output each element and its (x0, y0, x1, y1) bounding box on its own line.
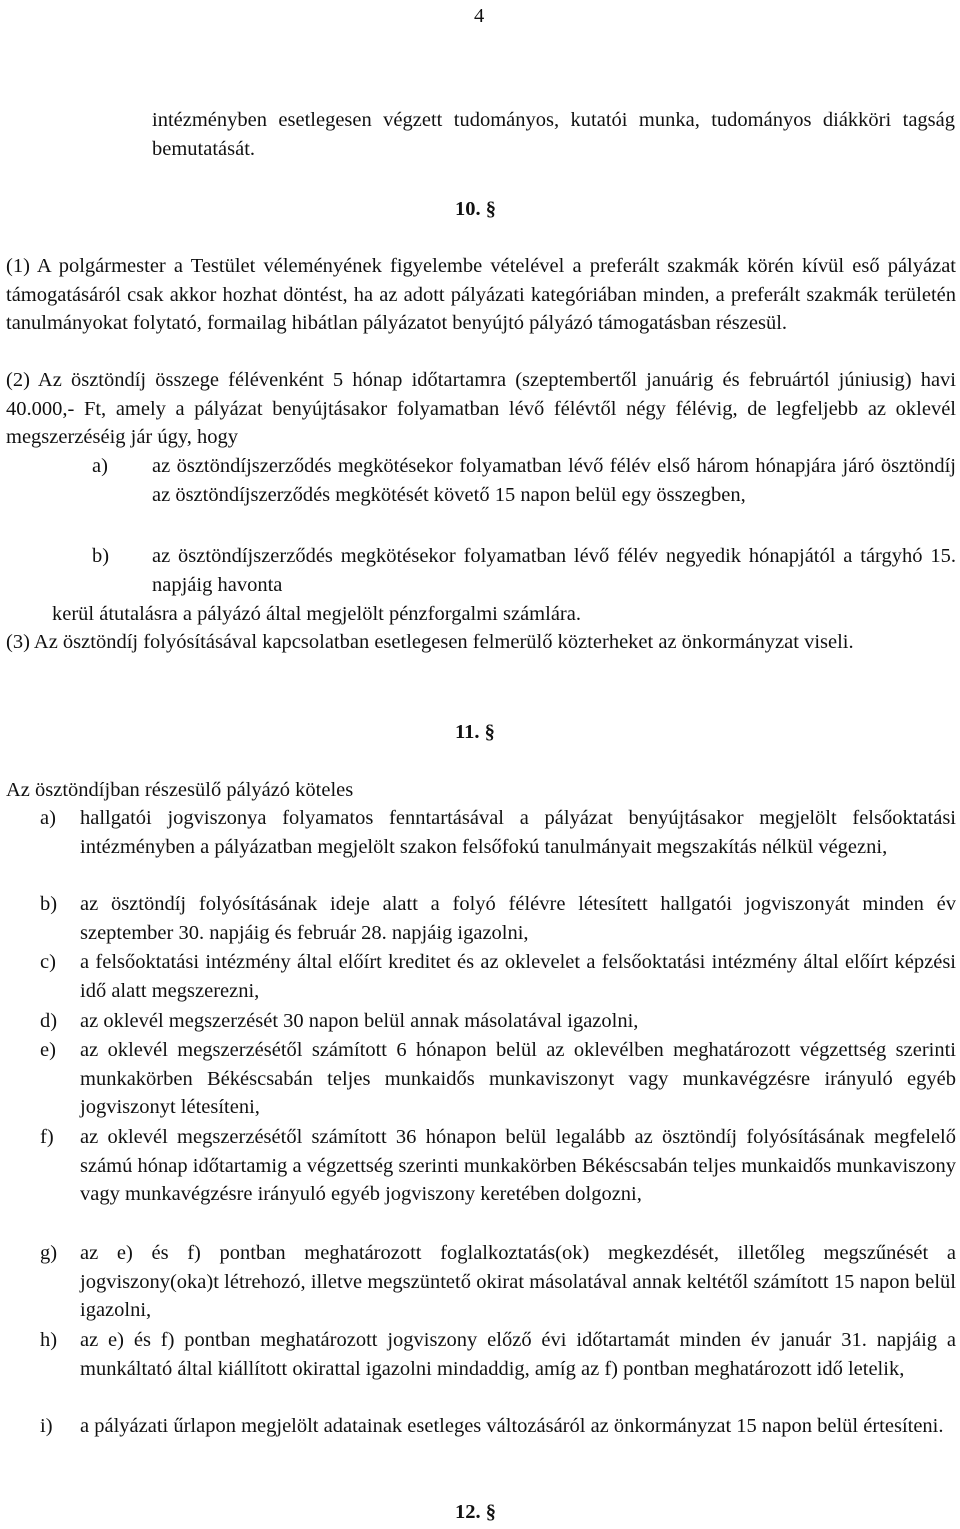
section-11-item-g (40, 1239, 956, 1325)
section-11-item-f (40, 1123, 956, 1209)
section-10-paragraph-2-outro: kerül átutalásra a pályázó által megjelölt pénzforgalmi számlára. (52, 603, 581, 625)
section-10-paragraph-2-intro: (2) Az ösztöndíj összege félévenként 5 hónap időtartamra (szeptembertől januárig és februártól júniusig) havi 40.000,- Ft, amely a pályázat benyújtásakor folyamatban lévő félévtől négy félévig, de legfeljebb az oklevél megszerzéséig jár úgy, hogy (6, 369, 956, 448)
section-11-item-c (40, 948, 956, 1005)
item-text: az ösztöndíj folyósításának ideje alatt a folyó félévre létesített hallgatói jogviszonyát minden év szeptember 30. napjáig és február 28. napjáig igazolni, (80, 893, 956, 944)
section-11-item-h (40, 1326, 956, 1383)
item-label: h) (40, 1329, 58, 1351)
section-11-item-e (40, 1036, 956, 1122)
section-10-paragraph-1: (1) A polgármester a Testület véleményének figyelembe vételével a preferált szakmák körén kívül eső pályázat támogatásáról csak akkor hozhat döntést, ha az adott pályázati kategóriában minden, a preferált szakmák területén tanulmányokat folytató, formailag hibátlan pályázatot benyújtó pályázó támogatásban részesül. (6, 255, 956, 334)
item-label: b) (92, 545, 110, 567)
section-10-paragraph-3: (3) Az ösztöndíj folyósításával kapcsolatban esetlegesen felmerülő közterheket az önkormányzat viseli. (6, 631, 854, 653)
item-text: az ösztöndíjszerződés megkötésekor folyamatban lévő félév első három hónapjára járó ösztöndíj az ösztöndíjszerződés megkötését követő 15 napon belül egy összegben, (152, 455, 956, 506)
section-11-item-a (40, 804, 956, 861)
section-10-item-a (92, 452, 956, 509)
section-11-heading: 11. § (455, 721, 495, 743)
item-label: i) (40, 1415, 53, 1437)
item-label: c) (40, 951, 56, 973)
item-text: az e) és f) pontban meghatározott foglalkoztatás(ok) megkezdését, illetőleg megszűnését a jogviszony(oka)t létrehozó, illetve megszüntető okirat másolatával annak keltétől számított 15 napon belül igazolni, (80, 1242, 956, 1321)
item-label: a) (92, 455, 108, 477)
section-11-item-b (40, 890, 956, 947)
item-label: d) (40, 1010, 58, 1032)
item-text: az e) és f) pontban meghatározott jogviszony előző évi időtartamát minden év január 31. napjáig a munkáltató által kiállított okirattal igazolni mindaddig, amíg az f) pontban meghatározott idő letelik, (80, 1329, 956, 1380)
intro-continuation: intézményben esetlegesen végzett tudományos, kutatói munka, tudományos diákköri tagság bemutatását. (152, 109, 955, 160)
item-label: b) (40, 893, 58, 915)
item-text: hallgatói jogviszonya folyamatos fenntartásával a pályázat benyújtásakor megjelölt felsőoktatási intézményben a pályázatban megjelölt szakon felsőfokú tanulmányait megszakítás nélkül végezni, (80, 807, 956, 858)
item-label: g) (40, 1242, 58, 1264)
item-label: a) (40, 807, 56, 829)
section-10-heading: 10. § (455, 198, 496, 220)
item-text: az oklevél megszerzésétől számított 6 hónapon belül az oklevélben meghatározott végzettség szerinti munkakörben Békéscsabán teljes munkaidős munkaviszonyt vagy munkavégzésre irányuló egyéb jogviszonyt létesíteni, (80, 1039, 956, 1118)
item-text: az ösztöndíjszerződés megkötésekor folyamatban lévő félév negyedik hónapjától a tárgyhó 15. napjáig havonta (152, 545, 956, 596)
section-11-item-i (40, 1412, 956, 1441)
item-text: a felsőoktatási intézmény által előírt kreditet és az oklevelet a felsőoktatási intézmény által előírt képzési idő alatt megszerezni, (80, 951, 956, 1002)
item-label: f) (40, 1126, 54, 1148)
item-text: a pályázati űrlapon megjelölt adatainak esetleges változásáról az önkormányzat 15 napon belül értesíteni. (80, 1415, 944, 1437)
section-10-item-b (92, 542, 956, 599)
section-11-item-d (40, 1007, 956, 1036)
item-text: az oklevél megszerzésétől számított 36 hónapon belül legalább az ösztöndíj folyósításának megfelelő számú hónap időtartamig a végzettség szerinti munkakörben Békéscsabán teljes munkaidős munkaviszony vagy munkavégzésre irányuló egyéb jogviszony keretében dolgozni, (80, 1126, 956, 1205)
page-number: 4 (474, 5, 485, 27)
section-11-intro: Az ösztöndíjban részesülő pályázó köteles (6, 779, 354, 801)
section-12-heading: 12. § (455, 1501, 496, 1523)
item-text: az oklevél megszerzését 30 napon belül annak másolatával igazolni, (80, 1010, 639, 1032)
item-label: e) (40, 1039, 56, 1061)
